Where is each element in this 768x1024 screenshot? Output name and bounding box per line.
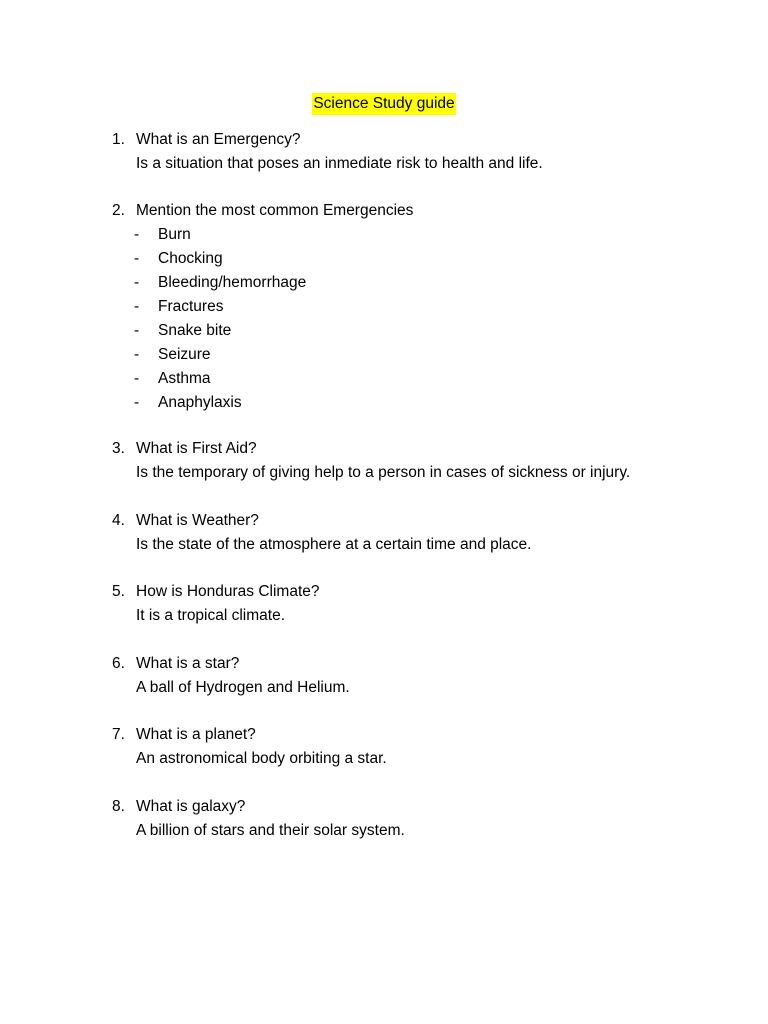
list-item-text: Burn — [158, 226, 191, 243]
question-number: 4. — [112, 512, 125, 529]
list-item-text: Anaphylaxis — [158, 394, 242, 411]
list-item — [112, 247, 712, 271]
list-item-text: Asthma — [158, 370, 211, 387]
document-title: Science Study guide — [312, 93, 455, 115]
answer-text: It is a tropical climate. — [136, 607, 286, 624]
question-line — [112, 723, 712, 747]
answer-line — [112, 604, 712, 628]
title-container — [0, 93, 768, 115]
question-number: 8. — [112, 798, 125, 815]
question-block-6 — [112, 652, 712, 700]
answer-line — [112, 152, 712, 176]
question-text: What is Weather? — [136, 512, 259, 529]
question-line — [112, 199, 712, 223]
question-text: How is Honduras Climate? — [136, 583, 320, 600]
question-line — [112, 580, 712, 604]
bullet-dash: - — [134, 250, 140, 267]
question-text: What is a star? — [136, 655, 240, 672]
list-item — [112, 319, 712, 343]
question-number: 1. — [112, 131, 125, 148]
answer-text: An astronomical body orbiting a star. — [136, 750, 387, 767]
question-number: 6. — [112, 655, 125, 672]
list-item — [112, 343, 712, 367]
question-line — [112, 128, 712, 152]
bullet-dash: - — [134, 274, 140, 291]
list-item-text: Seizure — [158, 346, 211, 363]
list-item-text: Bleeding/hemorrhage — [158, 274, 307, 291]
answer-text: A ball of Hydrogen and Helium. — [136, 679, 350, 696]
answer-line — [112, 747, 712, 771]
question-block-5 — [112, 580, 712, 628]
answer-line — [112, 676, 712, 700]
question-text: Mention the most common Emergencies — [136, 202, 414, 219]
bullet-dash: - — [134, 298, 140, 315]
list-item — [112, 295, 712, 319]
list-item — [112, 367, 712, 391]
question-number: 7. — [112, 726, 125, 743]
question-number: 2. — [112, 202, 125, 219]
list-item — [112, 271, 712, 295]
question-block-8 — [112, 795, 712, 843]
bullet-dash: - — [134, 226, 140, 243]
question-block-4 — [112, 509, 712, 557]
question-block-1 — [112, 128, 712, 176]
question-text: What is First Aid? — [136, 440, 257, 457]
question-text: What is an Emergency? — [136, 131, 301, 148]
question-number: 5. — [112, 583, 125, 600]
bullet-dash: - — [134, 346, 140, 363]
question-number: 3. — [112, 440, 125, 457]
question-block-3 — [112, 437, 712, 485]
question-block-2 — [112, 199, 712, 415]
bullet-dash: - — [134, 370, 140, 387]
list-item-text: Snake bite — [158, 322, 232, 339]
answer-text: Is a situation that poses an inmediate risk to health and life. — [136, 155, 543, 172]
question-line — [112, 509, 712, 533]
question-line — [112, 652, 712, 676]
answer-line — [112, 819, 712, 843]
bullet-dash: - — [134, 394, 140, 411]
list-item — [112, 223, 712, 247]
answer-text: A billion of stars and their solar system. — [136, 822, 405, 839]
question-text: What is galaxy? — [136, 798, 246, 815]
bullet-dash: - — [134, 322, 140, 339]
list-item-text: Fractures — [158, 298, 224, 315]
answer-text: Is the temporary of giving help to a person in cases of sickness or injury. — [136, 464, 631, 481]
list-item-text: Chocking — [158, 250, 223, 267]
question-text: What is a planet? — [136, 726, 256, 743]
list-item — [112, 391, 712, 415]
answer-text: Is the state of the atmosphere at a certain time and place. — [136, 536, 532, 553]
question-block-7 — [112, 723, 712, 771]
answer-line — [112, 461, 712, 485]
question-line — [112, 437, 712, 461]
answer-line — [112, 533, 712, 557]
question-line — [112, 795, 712, 819]
